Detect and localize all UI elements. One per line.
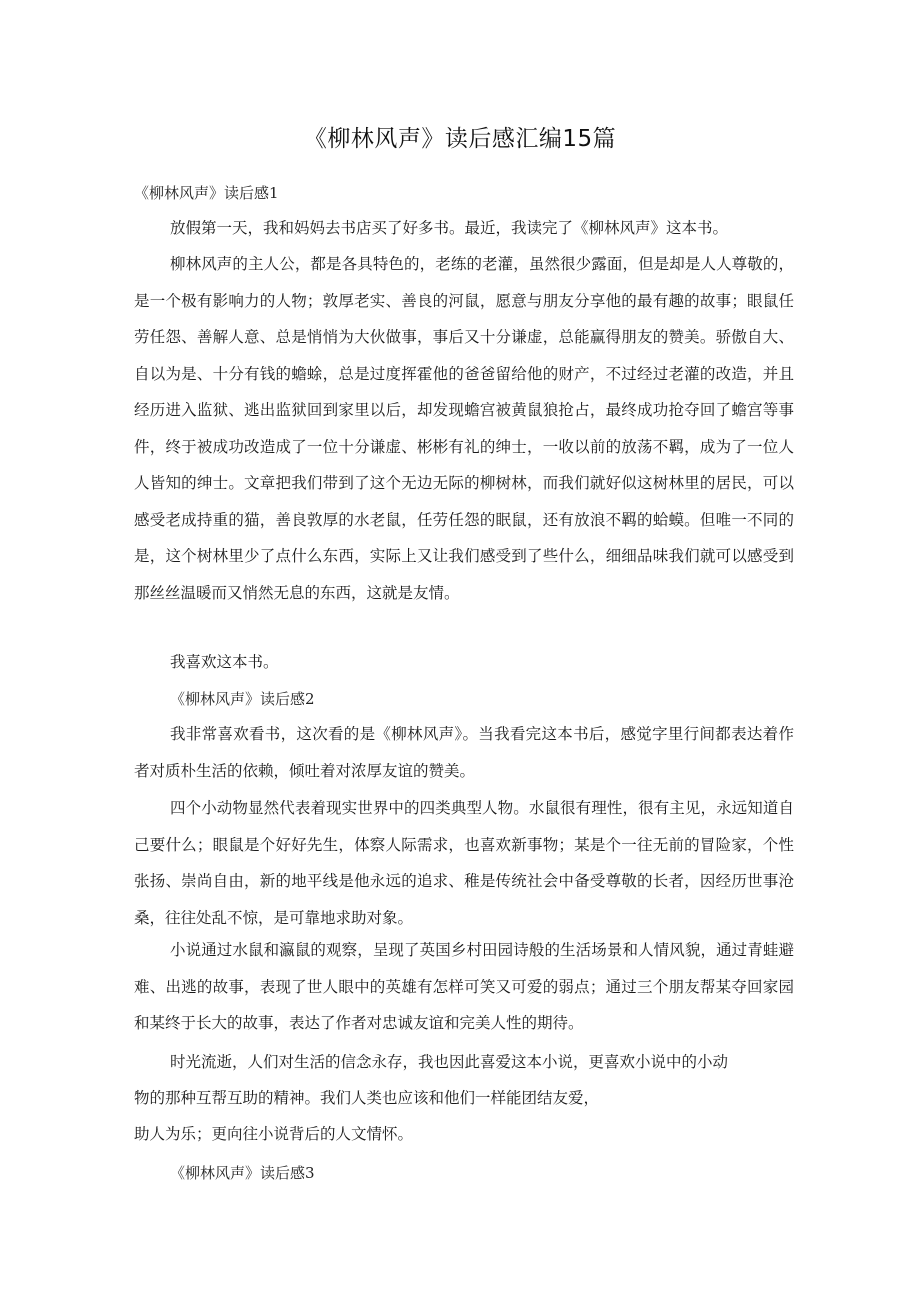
section2-paragraph-1: 我非常喜欢看书，这次看的是《柳林风声》。当我看完这本书后，感觉字里行间都表达着作者对质朴生活的依赖，倾吐着对浓厚友谊的赞美。 [134, 725, 794, 780]
document-title: 《柳林风声》读后感汇编15篇 [303, 126, 617, 152]
section2-paragraph-4-line-1: 时光流逝，人们对生活的信念永存，我也因此喜爱这本小说，更喜欢小说中的小动 [170, 1053, 729, 1071]
section-heading-2: 《柳林风声》读后感2 [170, 690, 315, 708]
section1-paragraph-2: 柳林风声的主人公，都是各具特色的，老练的老灌，虽然很少露面，但是却是人人尊敬的，是一个极有影响力的人物；敦厚老实、善良的河鼠，愿意与朋友分享他的最有趣的故事；眼鼠任劳任怨、善解人意、总是悄悄为大伙做事，事后又十分谦虚，总能赢得朋友的赞美。骄傲自大、自以为是、十分有钱的蟾蜍，总是过度挥霍他的爸爸留给他的财产，不过经过老灌的改造，并且经历进入监狱、逃出监狱回到家里以后，却发现蟾宫被黄鼠狼抢占，最终成功抢夺回了蟾宫等事件，终于被成功改造成了一位十分谦虚、彬彬有礼的绅士，一收以前的放荡不羁，成为了一位人人皆知的绅士。文章把我们带到了这个无边无际的柳树林，而我们就好似这树林里的居民，可以感受老成持重的猫，善良敦厚的水老鼠，任劳任怨的眠鼠，还有放浪不羁的蛤蟆。但唯一不同的是，这个树林里少了点什么东西，实际上又让我们感受到了些什么，细细品味我们就可以感受到那丝丝温暖而又悄然无息的东西，这就是友情。 [134, 255, 794, 602]
section-heading-1: 《柳林风声》读后感1 [134, 184, 279, 202]
section2-paragraph-4-line-3: 助人为乐；更向往小说背后的人文情怀。 [134, 1125, 414, 1143]
section1-paragraph-3: 我喜欢这本书。 [170, 653, 279, 671]
section1-paragraph-1: 放假第一天，我和妈妈去书店买了好多书。最近，我读完了《柳林风声》这本书。 [170, 219, 729, 237]
section2-paragraph-3: 小说通过水鼠和瀛鼠的观察，呈现了英国乡村田园诗般的生活场景和人情风貌，通过青蛙避难、出逃的故事，表现了世人眼中的英雄有怎样可笑又可爱的弱点；通过三个朋友帮某夺回家园和某终于长大的故事，表达了作者对忠诚友谊和完美人性的期待。 [134, 941, 794, 1032]
section2-paragraph-4-line-2: 物的那种互帮互助的精神。我们人类也应该和他们一样能团结友爱， [134, 1089, 600, 1107]
section2-paragraph-2: 四个小动物显然代表着现实世界中的四类典型人物。水鼠很有理性，很有主见，永远知道自己要什么；眼鼠是个好好先生，体察人际需求，也喜欢新事物；某是个一往无前的冒险家，个性张扬、崇尚自由，新的地平线是他永远的追求、稚是传统社会中备受尊敬的长者，因经历世事沧桑，往往处乱不惊，是可靠地求助对象。 [134, 799, 794, 927]
section-heading-3: 《柳林风声》读后感3 [170, 1164, 315, 1182]
